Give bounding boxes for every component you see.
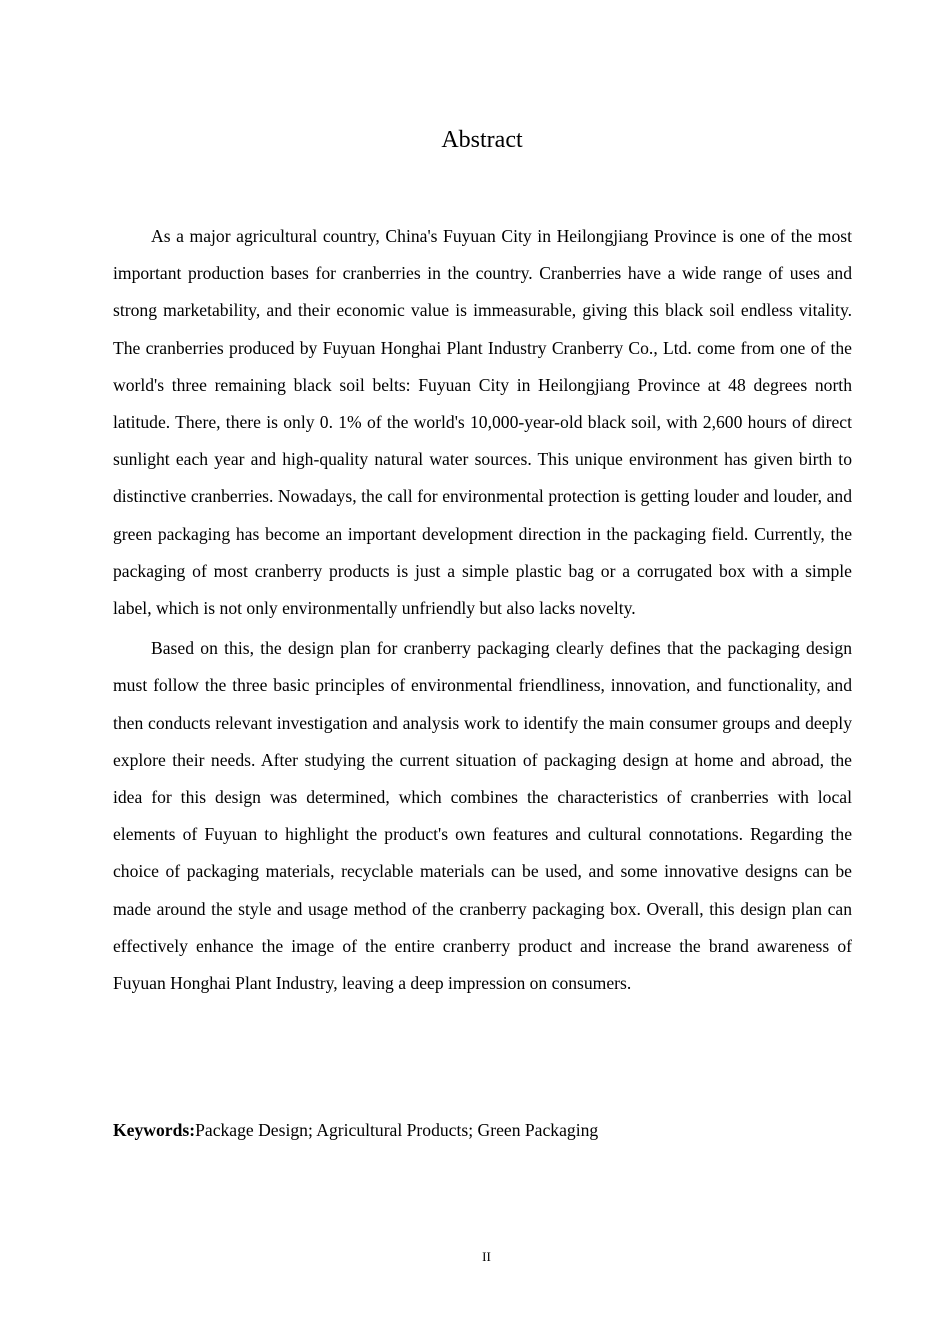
abstract-paragraph-2: Based on this, the design plan for cranberry packaging clearly defines that the packaging design must follow the three basic principles of environmental friendliness, innovation, and functionality, and then conducts relevant investigation and analysis work to identify the main consumer groups and deeply explore their needs. After studying the current situation of packaging design at home and abroad, the idea for this design was determined, which combines the characteristics of cranberries with local elements of Fuyuan to highlight the product's own features and cultural connotations. Regarding the choice of packaging materials, recyclable materials can be used, and some innovative designs can be made around the style and usage method of the cranberry packaging box. Overall, this design plan can effectively enhance the image of the entire cranberry product and increase the brand awareness of Fuyuan Honghai Plant Industry, leaving a deep impression on consumers. <box>113 638 852 994</box>
keywords-label: Keywords: <box>113 1120 196 1140</box>
page-number: II <box>482 1249 491 1264</box>
keywords-line <box>113 1114 852 1146</box>
abstract-body <box>113 218 852 1002</box>
keywords-text: Package Design; Agricultural Products; Green Packaging <box>195 1120 599 1140</box>
abstract-paragraph-1: As a major agricultural country, China's Fuyuan City in Heilongjiang Province is one of the most important production bases for cranberries in the country. Cranberries have a wide range of uses and strong marketability, and their economic value is immeasurable, giving this black soil endless vitality. The cranberries produced by Fuyuan Honghai Plant Industry Cranberry Co., Ltd. come from one of the world's three remaining black soil belts: Fuyuan City in Heilongjiang Province at 48 degrees north latitude. There, there is only 0. 1% of the world's 10,000-year-old black soil, with 2,600 hours of direct sunlight each year and high-quality natural water sources. This unique environment has given birth to distinctive cranberries. Nowadays, the call for environmental protection is getting louder and louder, and green packaging has become an important development direction in the packaging field. Currently, the packaging of most cranberry products is just a simple plastic bag or a corrugated box with a simple label, which is not only environmentally unfriendly but also lacks novelty. <box>113 226 852 619</box>
abstract-title: Abstract <box>441 127 523 153</box>
